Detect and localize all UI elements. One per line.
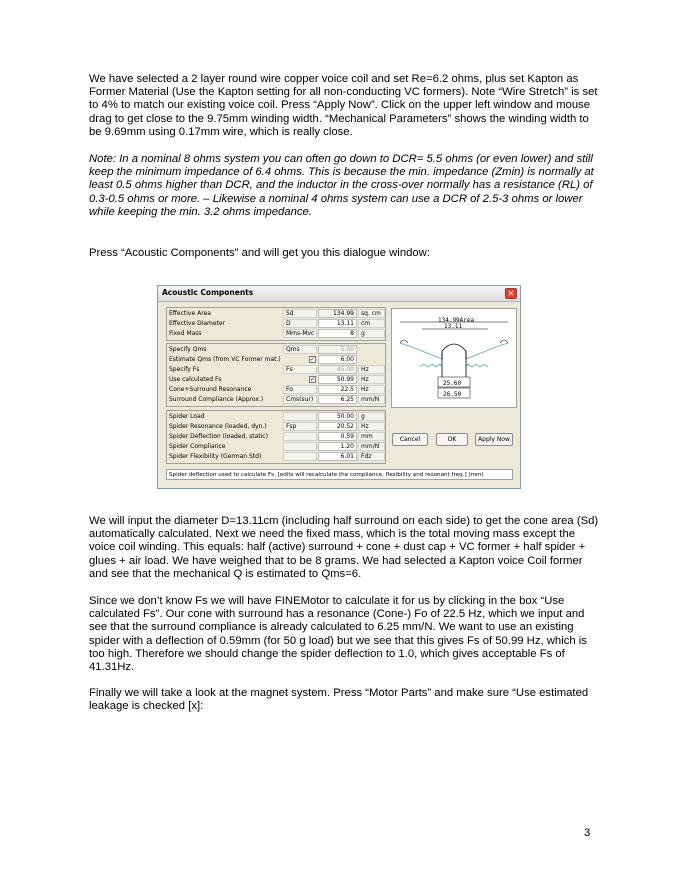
specify-fs-input[interactable]: 45.00: [318, 365, 357, 374]
row-symbol: [283, 412, 317, 421]
row-symbol: Sd: [283, 309, 317, 318]
ok-button[interactable]: OK: [436, 433, 468, 446]
row-label: Effective Area: [169, 310, 211, 317]
qms-fs-group: [166, 343, 386, 407]
spider-group: [166, 410, 386, 464]
spider-deflection-row: [167, 432, 385, 442]
paragraph-diameter-input: We will input the diameter D=13.11cm (including half surround on each side) to get the cone area (Sd) automatically calculated. Next we need the fixed mass, which is the total moving mass except the voice coil winding. This equals: half (active) surround + cone + dust cap + VC former + half spider + glues + air load. We have weighed that to be 8 grams. We had selected a Kapton voice Coil former and see that the mechanical Q is estimated to Qms=6.: [89, 515, 599, 580]
row-symbol: D: [283, 319, 317, 328]
dust-cap: [442, 344, 466, 359]
dim1-label: 25.60: [443, 380, 462, 387]
specify-qms-row[interactable]: [167, 345, 385, 355]
effective-area-row: [167, 309, 385, 319]
row-label: Use calculated Fs: [169, 376, 222, 383]
row-label: Spider Flexibility (German Std): [169, 453, 262, 460]
spider-resonance-row: [167, 422, 385, 432]
row-symbol: Mms-Mvc: [283, 329, 317, 338]
spider-right: [466, 364, 488, 367]
driver-cross-section-diagram: [391, 308, 517, 408]
cone-surround-resonance-row: [167, 385, 385, 395]
row-unit: g: [358, 412, 385, 421]
row-label: Estimate Qms (from VC Former mat.): [169, 356, 281, 363]
row-label: Spider Load: [169, 413, 205, 420]
acoustic-components-dialog: [157, 285, 521, 489]
estimated-qms-value: 6.00: [318, 355, 357, 364]
row-label: Specify Fs: [169, 366, 200, 373]
spider-deflection-input[interactable]: 0.59: [318, 432, 357, 441]
paragraph-fs-calculation: Since we don’t know Fs we will have FINEMotor to calculate it for us by clicking in the box “Use calculated Fs”. Our cone with surround has a resonance (Cone-) Fo of 22.5 Hz, which we input and see that the surround compliance is already calculated to 6.25 mm/N. We want to use an existing spider with a deflection of 0.59mm (for 50 g load) but we see that this gives Fs of 50.99 Hz, which is too high. Therefore we should change the spider deflection to 1.0, which gives acceptable Fs of 41.31Hz.: [89, 595, 587, 674]
row-unit: g: [358, 329, 385, 338]
status-bar: Spider deflection used to calculate Fs. [edits will recalculate the compliance, flexibility and resonant freq.] (mm): [166, 469, 513, 480]
row-symbol: Cms(sur): [283, 395, 317, 404]
driver-diagram-svg: [392, 309, 516, 407]
row-label: Spider Deflection (loaded, static): [169, 433, 268, 440]
paragraph-motor-parts: Finally we will take a look at the magnet system. Press “Motor Parts” and make sure “Use estimated leakage is checked [x]:: [89, 687, 589, 713]
cancel-button[interactable]: Cancel: [392, 433, 428, 446]
fixed-mass-row: [167, 329, 385, 339]
mass-area-group: [166, 307, 386, 341]
row-unit: Fdz: [358, 452, 385, 461]
spider-load-input[interactable]: 50.00: [318, 412, 357, 421]
area-label: 134.99Area: [438, 317, 475, 324]
effective-diameter-row: [167, 319, 385, 329]
use-calculated-fs-row[interactable]: [167, 375, 385, 385]
calculated-fs-value: 50.99: [318, 375, 357, 384]
dialog-title: Acoustic Components: [162, 288, 254, 297]
cone-left: [400, 343, 442, 359]
use-calculated-fs-checkbox[interactable]: ✓: [310, 376, 316, 383]
row-symbol: Qms: [283, 345, 317, 354]
row-unit: mm/N: [358, 442, 385, 451]
apply-now-button[interactable]: Apply Now: [475, 433, 513, 446]
row-unit: mm: [358, 432, 385, 441]
row-symbol: Fo: [283, 385, 317, 394]
row-unit: mm/N: [358, 395, 385, 404]
paragraph-press-acoustic: Press “Acoustic Components” and will get you this dialogue window:: [89, 247, 430, 259]
paragraph-note-dcr: Note: In a nominal 8 ohms system you can often go down to DCR= 5.5 ohms (or even lower) and still keep the minimum impedance of 6.4 ohms. This is because the min. impedance (Zmin) is normally at least 0.5 ohms higher than DCR, and the inductor in the cross-over normally has a resistance (RL) of 0.3-0.5 ohms or more. – Likewise a nominal 4 ohms system can use a DCR of 2.5-3 ohms or lower while keeping the min. 3.2 ohms impedance.: [89, 153, 594, 218]
row-label: Cone+Surround Resonance: [169, 386, 252, 393]
specify-fs-row[interactable]: [167, 365, 385, 375]
spider-compliance-input[interactable]: 1.20: [318, 442, 357, 451]
row-symbol: Fs: [283, 365, 317, 374]
effective-area-value: 134.99: [318, 309, 357, 318]
dim2-label: 26.50: [443, 391, 462, 398]
fixed-mass-input[interactable]: 8: [318, 329, 357, 338]
row-label: Spider Resonance (loaded, dyn.): [169, 423, 267, 430]
row-symbol: [283, 442, 317, 451]
row-unit: cm: [358, 319, 385, 328]
row-symbol: Fsp: [283, 422, 317, 431]
cone-right: [466, 343, 508, 359]
row-label: Effective Diameter: [169, 320, 226, 327]
spider-left: [420, 364, 442, 367]
row-unit: Hz: [358, 375, 385, 384]
spider-compliance-row: [167, 442, 385, 452]
surround-right: [500, 340, 508, 343]
close-icon[interactable]: ✕: [505, 288, 517, 299]
effective-diameter-input[interactable]: 13.11: [318, 319, 357, 328]
surround-compliance-value: 6.25: [318, 395, 357, 404]
row-label: Specify Qms: [169, 346, 207, 353]
cone-surround-resonance-input[interactable]: 22.5: [318, 385, 357, 394]
row-unit: Hz: [358, 422, 385, 431]
row-symbol: [283, 432, 317, 441]
row-unit: Hz: [358, 385, 385, 394]
row-unit: Hz: [358, 365, 385, 374]
surround-left: [400, 340, 408, 343]
spider-flexibility-row: [167, 452, 385, 462]
row-label: Surround Compliance (Approx.): [169, 396, 264, 403]
row-label: Fixed Mass: [169, 330, 202, 337]
specify-qms-input[interactable]: 5.00: [318, 345, 357, 354]
diameter-label: 13.11: [444, 323, 463, 330]
spider-flexibility-input[interactable]: 6.01: [318, 452, 357, 461]
dialog-titlebar: [158, 286, 520, 302]
paragraph-wire-setup: We have selected a 2 layer round wire copper voice coil and set Re=6.2 ohms, plus set Kapton as Former Material (Use the Kapton setting for all non-conducting VC formers). Note “Wire Stretch” is set to 4% to match our existing voice coil. Press “Apply Now”. Click on the upper left window and mouse drag to get close to the 9.75mm winding width. “Mechanical Parameters” shows the winding width to be 9.69mm using 0.17mm wire, which is really close.: [89, 73, 598, 138]
row-unit: sq. cm: [358, 309, 385, 318]
surround-compliance-row: [167, 395, 385, 405]
row-symbol: [283, 452, 317, 461]
spider-resonance-input[interactable]: 20.52: [318, 422, 357, 431]
spider-load-row: [167, 412, 385, 422]
row-label: Spider Compliance: [169, 443, 226, 450]
page-number: 3: [584, 827, 591, 839]
estimate-qms-row[interactable]: [167, 355, 385, 365]
estimate-qms-checkbox[interactable]: ✓: [310, 356, 316, 363]
